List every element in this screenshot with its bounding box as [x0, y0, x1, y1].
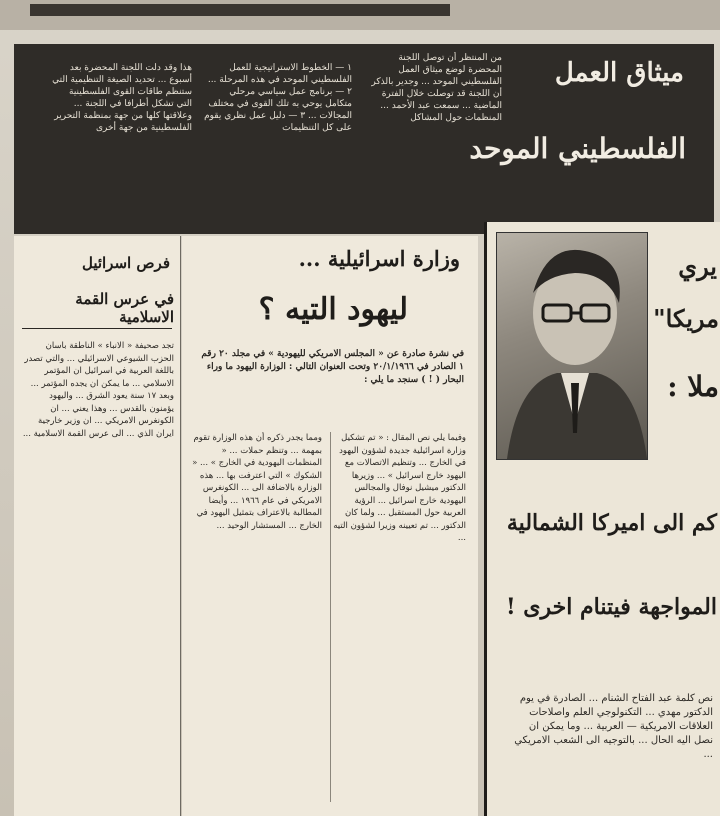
- right-head-1: يري: [678, 252, 717, 281]
- portrait-photo: [496, 232, 648, 460]
- top-dark-bar: [30, 4, 450, 16]
- mid-kicker: وزارة اسرائيلية ...: [298, 246, 460, 271]
- mid-headline: ليهود التيه ؟: [258, 292, 408, 327]
- right-head-2: مريكا": [653, 304, 719, 333]
- right-body: نص كلمة عبد الفتاح الشنام ... الصادرة في يوم الدكتور مهدي ... التكنولوجي العلم واصلاحات العلاقات الامريكية — العربية ... وما يمكن ان نصل اليه الحال ... بالتوجيه الى الشعب الامريكي ...: [514, 693, 713, 760]
- right-head-3: ملا :: [667, 370, 719, 403]
- right-big-headline-1: كم الى اميركا الشمالية: [506, 510, 717, 536]
- top-strip: [0, 0, 720, 30]
- banner-column-1: من المنتظر أن توصل اللجنة المحضرة لوضع ميثاق العمل الفلسطيني الموحد ... وجدير بالذكر أن اللجنة قد توصلت خلال الفترة الماضية ... سمعت عبد الأحمد ... المنظمات حول المشاكل: [371, 53, 502, 123]
- left-headline: في عرس القمة الاسلامية: [75, 290, 174, 326]
- portrait-figure: [497, 233, 647, 459]
- left-kicker: فرص اسرائيل: [81, 254, 170, 272]
- middle-article: [182, 236, 478, 816]
- banner-column-3: هذا وقد دلت اللجنة المحضرة بعد أسبوع ... تحديد الصيغة التنظيمية التي ستنظم طاقات القوى الفلسطينية التي تشكل أطرافا في اللجنة ... وعلاقتها كلها من جهة بمنظمة التحرير الفلسطينية من جهة أخرى: [52, 63, 192, 133]
- right-big-headline-2: المواجهة فيتنام اخرى !: [505, 594, 717, 620]
- left-article: [14, 236, 181, 816]
- banner-column-2: ١ — الخطوط الاستراتيجية للعمل الفلسطيني الموحد في هذه المرحلة ... ٢ — برنامج عمل سياسي مرحلي متكامل يوحي به تلك القوى في مختلف المجالات ... ٣ — دليل عمل نظري يقوم على كل التنظيمات: [204, 63, 352, 133]
- mid-column-a: وفيما يلي نص المقال : « تم تشكيل وزارة اسرائيلية جديدة لشؤون اليهود في الخارج ... وتنظيم الاتصالات مع اليهود خارج اسرائيل » ... وزيرها الدكتور ميشيل نوفال والمجالس اليهودية خارج اسرائيل ... الرؤية العربية حول المستقبل ... ولما كان الدكتور ... تم تعيينه وزيرا لشؤون التيه ...: [333, 433, 466, 543]
- banner-title-line2: الفلسطيني الموحد: [469, 132, 686, 165]
- left-body: تجد صحيفة « الانباء » الناطقة باسان الحزب الشيوعي الاسرائيلي ... والتي تصدر باللغة العربية في اسرائيل ان المؤتمر الاسلامي ... ما يمكن ان يجده المؤتمر ... وبعد ١٧ سنة يعود الشرق ... واليهود يؤمنون بالقدس ... وهذا يعني ... ان الكونغرس الامريكي ... ان وزير خارجية ايران الذي ... الى عرس القمة الاسلامية ...: [22, 341, 174, 439]
- mid-column-divider: [330, 432, 331, 802]
- mid-intro: في نشرة صادرة عن « المجلس الامريكي لليهودية » في مجلد ٢٠ رقم ١ الصادر في ٢٠/١/١٩٦٦ وتحت العنوان التالي : الوزارة اليهود ما وراء البحار ( ! ) سنجد ما يلي :: [201, 349, 464, 385]
- mid-column-b: ومما يجدر ذكره أن هذه الوزارة تقوم بمهمة ... وتنظم حملات ... « المنظمات اليهودية في الخارج » ... « الشكوك » التي اعترفت بها ... هذه الوزارة بالاضافة الى ... الكونغرس الامريكي في عام ١٩٦٦ ... وأيضا المطالبة بالاعتراف بتمثيل اليهود في الخارج ... المستشار الوحيد ...: [192, 433, 322, 531]
- charter-banner: [14, 44, 714, 234]
- banner-title-line1: ميثاق العمل: [554, 58, 684, 88]
- left-rule: [22, 328, 172, 329]
